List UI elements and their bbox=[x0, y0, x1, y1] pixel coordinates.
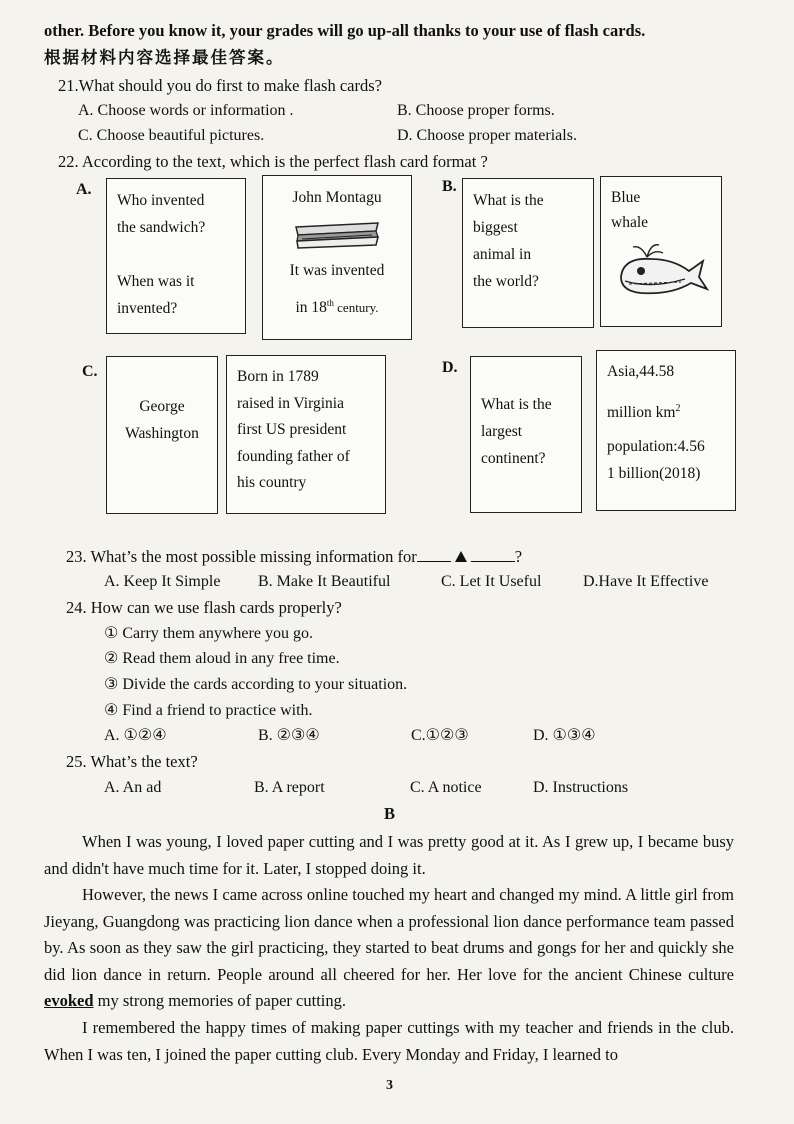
q22-label-c: C. bbox=[82, 363, 98, 380]
card-line: animal in bbox=[473, 246, 532, 263]
q24-option-b: B. ②③④ bbox=[258, 727, 320, 744]
answer-blank bbox=[417, 547, 451, 562]
card-line: whale bbox=[611, 214, 649, 231]
q23-option-c: C. Let It Useful bbox=[441, 573, 542, 590]
answer-blank bbox=[471, 547, 515, 562]
q24-option-d: D. ①③④ bbox=[533, 727, 596, 744]
q22-label-b: B. bbox=[442, 178, 457, 195]
card-line: Washington bbox=[125, 425, 199, 442]
section-heading: B bbox=[384, 804, 396, 823]
card-line: Blue bbox=[611, 189, 641, 206]
q25-option-b: B. A report bbox=[254, 779, 325, 796]
card-line: million $km^2$ bbox=[607, 402, 681, 421]
q25-option-a: A. An ad bbox=[104, 779, 162, 796]
q23-option-d: D.Have It Effective bbox=[583, 573, 709, 590]
card-line: in 18th century. bbox=[295, 298, 379, 317]
card-line: 1 billion(2018) bbox=[607, 464, 701, 482]
sandwich-icon bbox=[292, 213, 382, 253]
card-line: founding father of bbox=[237, 447, 350, 465]
card-line: What is the bbox=[473, 192, 544, 209]
card-line: the sandwich? bbox=[117, 219, 206, 236]
card-c-answer bbox=[226, 355, 386, 514]
card-line: Born in 1789 bbox=[237, 368, 319, 385]
q23-option-a: A. Keep It Simple bbox=[104, 573, 221, 590]
card-line: Asia,44.58 bbox=[607, 363, 675, 380]
q25-stem: 25. What’s the text? bbox=[66, 752, 198, 771]
q24-option-a: A. ①②④ bbox=[104, 727, 167, 744]
card-b-question bbox=[462, 178, 594, 328]
triangle-icon bbox=[455, 551, 467, 562]
card-line: first US president bbox=[237, 421, 347, 438]
card-spacer bbox=[117, 241, 235, 268]
q23-option-b: B. Make It Beautiful bbox=[258, 573, 391, 590]
card-a-answer bbox=[262, 175, 412, 340]
paragraph-3: I remembered the happy times of making paper cuttings with my teacher and friends in the club. When I was ten, I joined the paper cutting club. Every Monday and Friday, I learned to bbox=[44, 1018, 734, 1064]
paragraph-1: When I was young, I loved paper cutting and I was pretty good at it. As I grew up, I became busy and didn't have much time for it. Later, I stopped doing it. bbox=[44, 832, 734, 878]
instruction-line: 根据材料内容选择最佳答案。 bbox=[44, 48, 285, 67]
card-line: What is the bbox=[481, 396, 552, 413]
card-line: When was it bbox=[117, 273, 195, 290]
card-a-question bbox=[106, 178, 246, 334]
q21-option-d: D. Choose proper materials. bbox=[397, 127, 577, 144]
q22-label-a: A. bbox=[76, 181, 92, 198]
card-d-question bbox=[470, 356, 582, 513]
q25-option-d: D. Instructions bbox=[533, 779, 629, 796]
q21-option-c: C. Choose beautiful pictures. bbox=[78, 127, 265, 144]
card-line: population:4.56 bbox=[607, 438, 705, 456]
q21-option-b: B. Choose proper forms. bbox=[397, 102, 555, 119]
q21-option-a: A. Choose words or information . bbox=[78, 102, 294, 119]
card-line: George bbox=[139, 398, 185, 415]
whale-icon bbox=[611, 237, 711, 299]
card-b-answer bbox=[600, 176, 722, 327]
q21-stem: 21.What should you do first to make flash cards? bbox=[58, 76, 382, 95]
q24-stem: 24. How can we use flash cards properly? bbox=[66, 598, 342, 617]
card-line: invented? bbox=[117, 300, 178, 317]
card-line: the world? bbox=[473, 273, 539, 290]
q24-item-4: ④ Find a friend to practice with. bbox=[104, 702, 313, 719]
card-line: largest bbox=[481, 423, 523, 440]
card-title: John Montagu bbox=[292, 189, 382, 206]
q22-label-d: D. bbox=[442, 359, 458, 376]
card-line: his country bbox=[237, 474, 307, 491]
q24-item-2: ② Read them aloud in any free time. bbox=[104, 650, 340, 667]
card-line: continent? bbox=[481, 450, 546, 467]
q24-item-1: ① Carry them anywhere you go. bbox=[104, 625, 313, 642]
card-d-answer bbox=[596, 350, 736, 511]
q22-stem: 22. According to the text, which is the perfect flash card format ? bbox=[58, 152, 488, 171]
card-c-question bbox=[106, 356, 218, 514]
intro-line: other. Before you know it, your grades will go up-all thanks to your use of flash cards. bbox=[44, 21, 646, 40]
q23-stem: 23. What’s the most possible missing information for ? bbox=[66, 547, 523, 566]
card-line: Who invented bbox=[117, 192, 205, 209]
card-line: biggest bbox=[473, 219, 518, 236]
card-line: It was invented bbox=[289, 262, 385, 279]
q24-option-c: C.①②③ bbox=[411, 727, 469, 744]
card-line: raised in Virginia bbox=[237, 394, 344, 412]
page-number: 3 bbox=[386, 1078, 393, 1093]
q25-option-c: C. A notice bbox=[410, 779, 482, 796]
paragraph-2: However, the news I came across online touched my heart and changed my mind. A little girl from Jieyang, Guangdong was practicing lion dance when a professional lion dance performance team passed by. As soon as they saw the girl practicing, they started to beat drums and gongs for her and quickly she did lion dance in return. People around all cheered for her. Her love for the ancient Chinese culture evoked my strong memories of paper cutting. bbox=[44, 885, 734, 1011]
q24-item-3: ③ Divide the cards according to your situation. bbox=[104, 676, 408, 693]
underlined-word: evoked bbox=[44, 991, 94, 1011]
